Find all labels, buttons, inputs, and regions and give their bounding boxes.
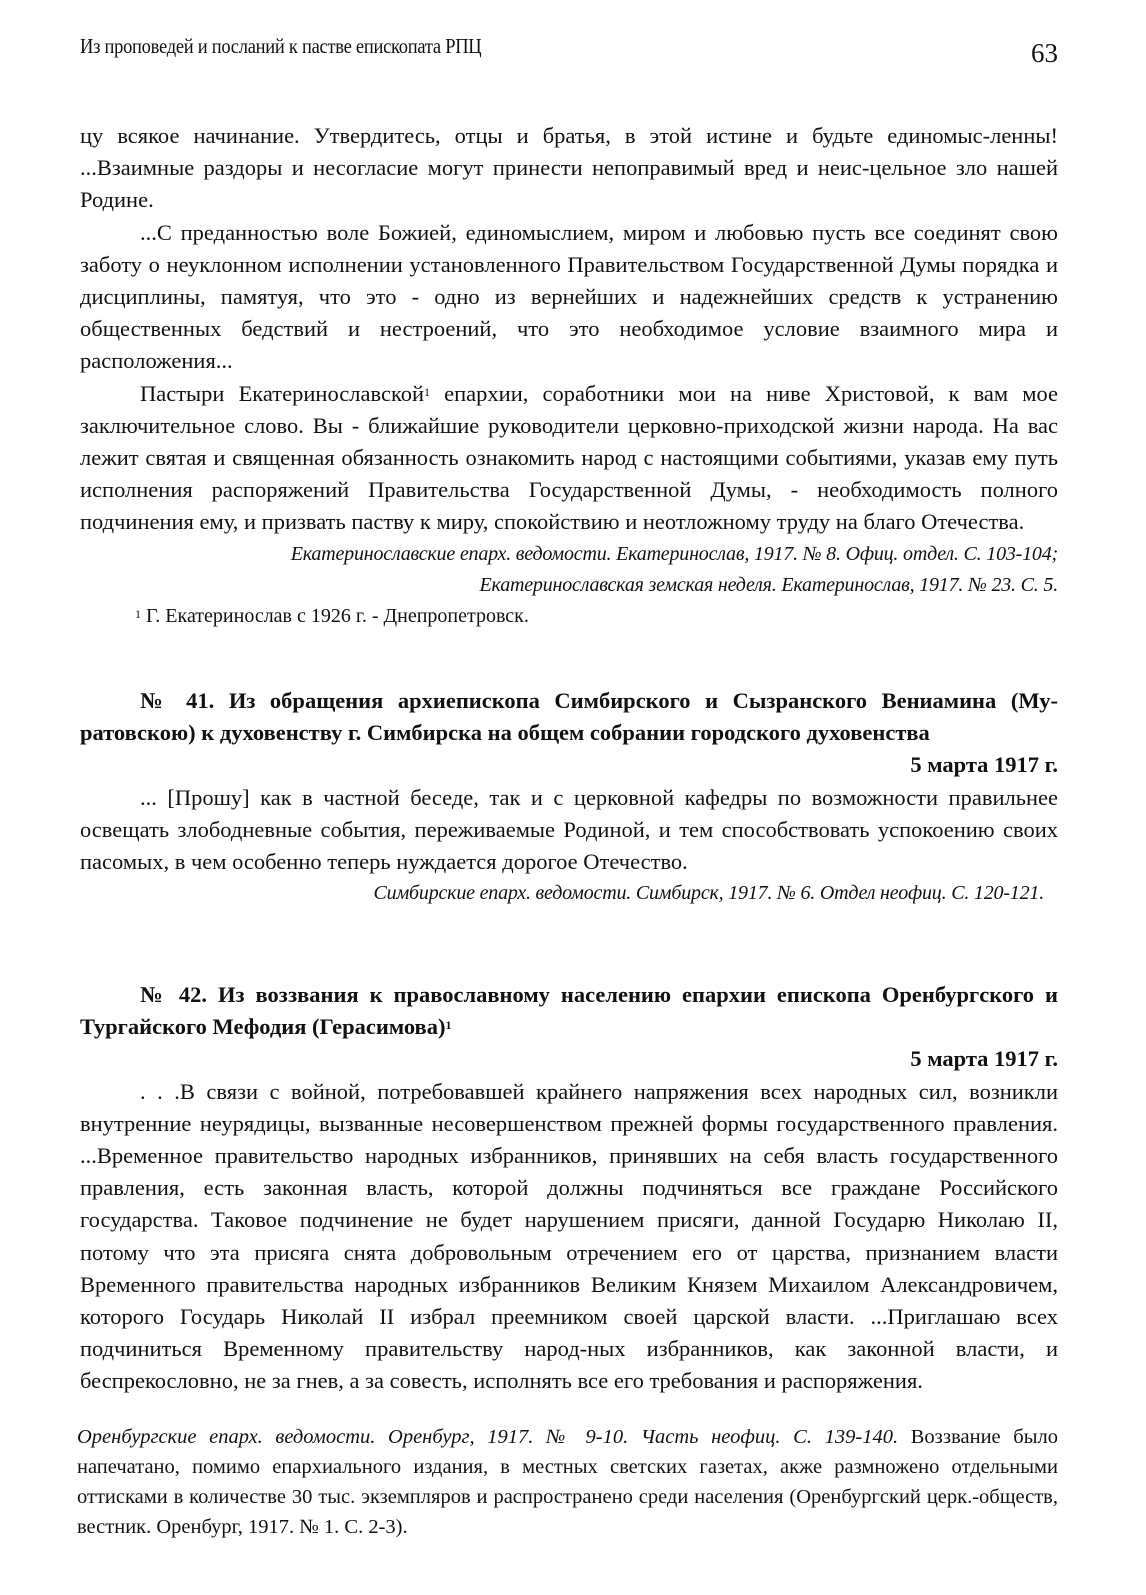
document-text: ... [Прошу] как в частной беседе, так и с церковной кафедры по возможности правильнее освещать злободневные события, переживаемые Родиной, и тем способствовать успокоению своих пасомых, в чем особенно теперь нуждается дорогое Отечество. — [80, 784, 1058, 875]
document-41 — [80, 685, 1058, 909]
source-citation: Екатеринославская земская неделя. Екатеринослав, 1917. № 23. С. 5. — [479, 573, 1058, 596]
footnote-mark: 1 — [135, 606, 141, 621]
paragraph-start: Пастыри Екатеринославской — [140, 380, 425, 406]
footnote — [80, 601, 1058, 631]
paragraph-rest: епархии, соработники мои на ниве Христовой, к вам мое заключительное слово. Вы - ближайшие руководители церковно-приходской жизни народа. На вас лежит святая и священная обязанность ознакомить народ с настоящими событиями, указав ему путь исполнения распоряжений Правительства Государственной Думы, - необходимость полного подчинения ему, и призвать паству к миру, спокойствию и неотложному труду на благо Отечества. — [80, 380, 1058, 535]
body-paragraph: ...С преданностью воле Божией, единомыслием, миром и любовью пусть все соединят свою заботу о неуклонном исполнении установленного Правительством Государственной Думы порядка и дисциплины, памятуя, что это - одно из вернейших и надежнейших средств к устранению общественных бедствий и нестроений, что это необходимое условие взаимного мира и расположения... — [80, 219, 1058, 374]
running-header-title: Из проповедей и посланий к пастве епископата РПЦ — [80, 34, 482, 58]
source-commentary: Воззвание было напечатано, помимо епархиального издания, в местных светских газетах, акже размножено отдельными оттисками в количестве 30 тыс. экземпляров и распространено среди населения (Оренбургский церк.-обществ, вестник. Оренбург, 1917. № 1. С. 2-3). — [77, 1426, 1058, 1538]
source-citation: Оренбургские епарх. ведомости. Оренбург, 1917. № 9-10. Часть неофиц. С. 139-140. — [77, 1426, 899, 1448]
footnote-reference: 1 — [424, 384, 431, 399]
document-text: . . .В связи с войной, потребовавшей крайнего напряжения всех народных сил, возникли внутренние неурядицы, вызванные несовершенством прежней формы государственного правления. ...Временное правительство народных избранников, принявших на себя власть государственного правления, есть законная власть, которой должны подчиняться все граждане Российского государства. Таковое подчинение не будет нарушением присяги, данной Государю Николаю II, потому что эта присяга снята добровольным отречением его от царства, признанием власти Временного правительства народных избранников Великим Князем Михаилом Александровичем, которого Государь Николай II избрал преемником своей царской власти. ...Приглашаю всех подчиниться Временному правительству народ-ных избранников, как законной власти, и беспрекословно, не за гнев, а за совесть, исполнять все его требования и распоряжения. — [80, 1078, 1058, 1394]
document-42 — [80, 979, 1058, 1398]
footnote-reference: 1 — [445, 1018, 452, 1033]
previous-document-continuation — [80, 120, 1058, 631]
running-header — [80, 30, 1058, 70]
document-date: 5 марта 1917 г. — [910, 752, 1058, 778]
document-title: № 41. Из обращения архиепископа Симбирского и Сызранского Вениамина (Му-ратовскою) к духовенству г. Симбирска на общем собрании городского духовенства — [80, 688, 1058, 746]
body-paragraph: цу всякое начинание. Утвердитесь, отцы и братья, в этой истине и будьте единомыс-ленны! ...Взаимные раздоры и несогласие могут принести непоправимый вред и неис-цельное зло нашей Родине. — [80, 123, 1058, 213]
source-note — [77, 1422, 1058, 1542]
document-title-text: № 42. Из воззвания к православному населению епархии епископа Оренбургского и Тургайского Мефодия (Герасимова) — [80, 982, 1058, 1040]
document-title — [80, 979, 1058, 1043]
source-citation: Симбирские епарх. ведомости. Симбирск, 1917. № 6. Отдел неофиц. С. 120-121. — [373, 882, 1044, 905]
source-citation: Екатеринославские епарх. ведомости. Екатеринослав, 1917. № 8. Офиц. отдел. С. 103-104; — [290, 542, 1058, 565]
footnote-text: Г. Екатеринослав с 1926 г. - Днепропетровск. — [141, 604, 529, 627]
body-paragraph — [80, 378, 1058, 539]
page-number: 63 — [1031, 38, 1058, 68]
document-date: 5 марта 1917 г. — [910, 1046, 1058, 1072]
document-42-source — [77, 1422, 1058, 1542]
